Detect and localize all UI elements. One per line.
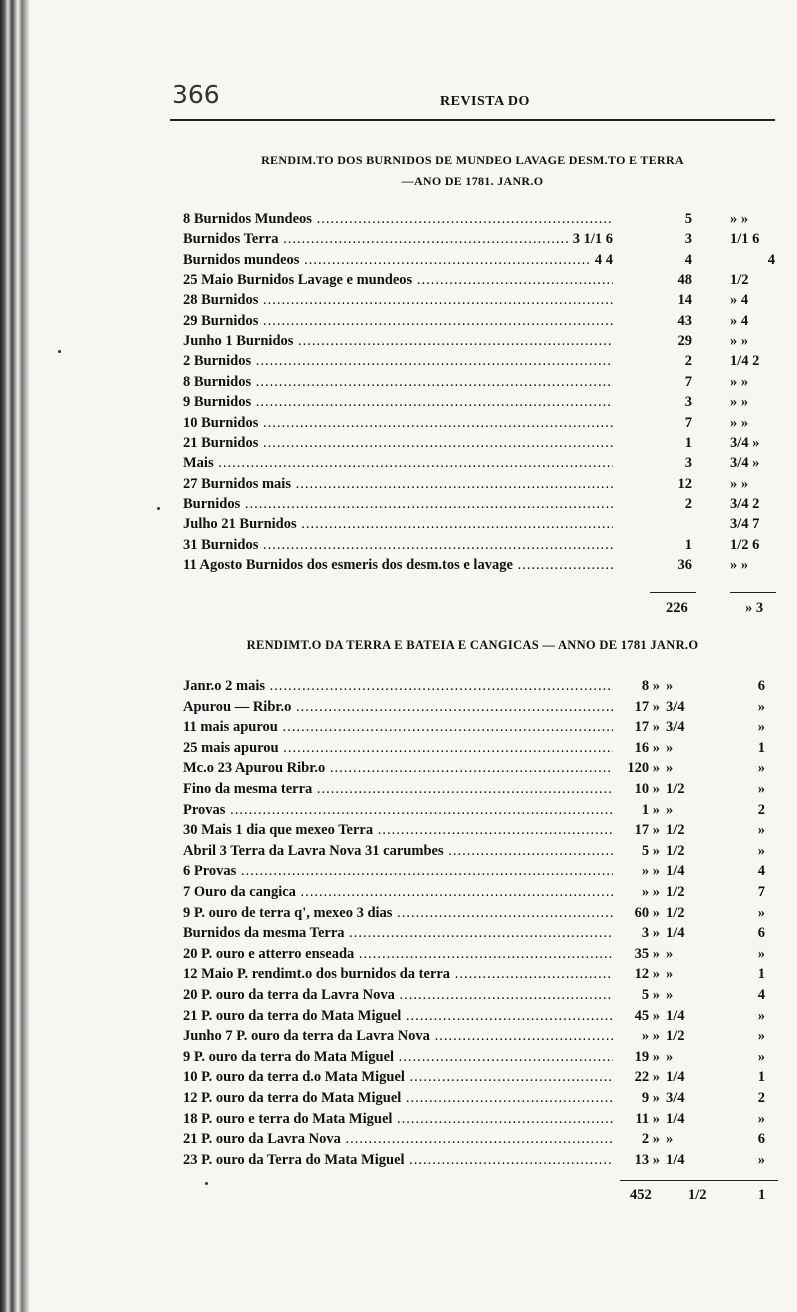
row-value-c2: » <box>666 739 674 756</box>
row-value-c2: » <box>666 966 674 983</box>
row-value-c1: 2 » <box>641 1131 660 1148</box>
row-value-c1: 17 » <box>634 822 660 839</box>
table2-row <box>0 882 797 902</box>
row-value-c2: 1/4 <box>666 1110 685 1127</box>
header-rule <box>170 119 775 121</box>
row-value-c1: 13 » <box>634 1151 660 1168</box>
row-description <box>183 494 613 514</box>
row-value-c2: 1/2 <box>730 272 749 289</box>
row-description <box>183 413 613 433</box>
row-value-c2: » <box>666 801 674 818</box>
table1-row <box>0 229 797 249</box>
row-value-c2: 1/2 <box>666 904 685 921</box>
row-description <box>183 514 613 534</box>
table1-row <box>0 311 797 331</box>
row-value-c1: » » <box>641 1028 660 1045</box>
table1-row <box>0 270 797 290</box>
row-value-c1: 60 » <box>634 904 660 921</box>
row-description <box>183 985 613 1005</box>
row-description <box>183 861 613 881</box>
row-description <box>183 738 613 758</box>
row-value-c1: 1 <box>684 536 692 553</box>
row-description <box>183 882 613 902</box>
row-value-c2: » <box>666 1131 674 1148</box>
row-value-c2: » <box>666 945 674 962</box>
row-description-text: 6 Provas <box>183 863 237 880</box>
table1-row <box>0 413 797 433</box>
row-value-c1: 5 » <box>641 842 660 859</box>
row-value-c1: 48 <box>677 272 692 289</box>
row-description-text: 11 Agosto Burnidos dos esmeris dos desm.tos e lavage <box>183 556 513 573</box>
row-value-c1: 17 » <box>634 719 660 736</box>
row-value-c1: 3 » <box>641 925 660 942</box>
row-value-c3: » <box>757 760 765 777</box>
print-speck <box>58 350 61 353</box>
row-description-text: Mais <box>183 455 214 472</box>
row-description-text: Provas <box>183 801 226 818</box>
row-description <box>183 474 613 494</box>
row-value-c1: 5 » <box>641 987 660 1003</box>
row-value-c2: 3/4 7 <box>730 516 760 533</box>
row-value-c2: 1/4 <box>666 1007 685 1024</box>
table1-sum-rule-2 <box>730 592 776 593</box>
row-value-c1: » » <box>641 884 660 900</box>
table2-row <box>0 944 797 964</box>
row-value-c3: » <box>757 822 765 839</box>
row-value-c1: 3 <box>684 455 692 472</box>
row-value-c2: 1/2 <box>666 1028 685 1045</box>
row-description <box>183 311 613 331</box>
table1-row <box>0 209 797 229</box>
running-head: REVISTA DO <box>440 94 530 109</box>
row-description <box>183 1109 613 1129</box>
row-description <box>183 1088 613 1108</box>
row-description-text: Julho 21 Burnidos <box>183 516 297 533</box>
row-value-c1: 2 <box>684 495 692 512</box>
row-value-c3: 4 <box>767 251 775 268</box>
table2-row <box>0 758 797 778</box>
row-value-c1: 17 » <box>634 698 660 715</box>
row-description <box>183 250 613 270</box>
row-value-c1: 7 <box>684 414 692 431</box>
row-value-c3: » <box>757 719 765 736</box>
row-value-c3: 4 <box>757 863 765 880</box>
row-value-c1: 45 » <box>634 1007 660 1024</box>
row-value-c2: 3/4 <box>666 698 685 715</box>
row-description-text: 9 P. ouro da terra do Mata Miguel <box>183 1048 395 1065</box>
row-value-c2: » <box>666 760 674 777</box>
table2-row <box>0 1026 797 1046</box>
row-value-c2: » » <box>730 414 749 431</box>
page-number: 366 <box>172 80 220 109</box>
row-description-text: 27 Burnidos mais <box>183 475 291 492</box>
row-description <box>183 351 613 371</box>
row-value-c1: 3 <box>684 394 692 411</box>
table1-row <box>0 372 797 392</box>
row-value-c2: » » <box>730 475 749 492</box>
row-inline-value: 4 4 <box>590 250 613 270</box>
row-value-c3: » <box>757 1007 765 1024</box>
row-description-text: 11 mais apurou <box>183 719 278 736</box>
row-description <box>183 1150 613 1170</box>
table2-row <box>0 1067 797 1087</box>
row-value-c2: » » <box>730 211 749 227</box>
row-description-text: 2 Burnidos <box>183 353 252 370</box>
table1-row <box>0 453 797 473</box>
row-value-c2: » » <box>730 394 749 411</box>
row-value-c1: 9 » <box>641 1090 660 1106</box>
row-description-text: 23 P. ouro da Terra do Mata Miguel <box>183 1151 405 1168</box>
row-value-c3: 2 <box>757 801 765 818</box>
table2-row <box>0 841 797 861</box>
row-description-text: Mc.o 23 Apurou Ribr.o <box>183 760 326 777</box>
row-description-text: 18 P. ouro e terra do Mata Miguel <box>183 1110 393 1127</box>
row-value-c2: 1/4 <box>666 1069 685 1086</box>
row-description <box>183 555 613 575</box>
table1-row <box>0 514 797 534</box>
row-description-text: 9 P. ouro de terra q', mexeo 3 dias <box>183 904 393 921</box>
table2-row <box>0 861 797 881</box>
row-description-text: 8 Burnidos <box>183 373 252 390</box>
row-value-c1: 12 » <box>634 966 660 983</box>
row-description-text: Fino da mesma terra <box>183 781 313 797</box>
row-value-c2: 3/4 » <box>730 455 760 472</box>
row-value-c2: » » <box>730 373 749 390</box>
table2-title: RENDIMT.O DA TERRA E BATEIA E CANGICAS — ANNO DE 1781 JANR.O <box>246 638 699 652</box>
table1-row <box>0 290 797 310</box>
table2-row <box>0 985 797 1005</box>
row-description-text: Burnidos da mesma Terra <box>183 925 345 942</box>
row-value-c1: 3 <box>684 231 692 248</box>
row-description-text: Apurou — Ribr.o <box>183 698 292 715</box>
row-description <box>183 800 613 820</box>
row-value-c3: 4 <box>757 987 765 1003</box>
table2-total-2: 1/2 <box>688 1187 707 1203</box>
row-description-text: 10 Burnidos <box>183 414 259 431</box>
row-value-c2: » <box>666 987 674 1003</box>
table2-row <box>0 903 797 923</box>
table1-row <box>0 474 797 494</box>
row-description-text: 20 P. ouro e atterro enseada <box>183 945 355 962</box>
row-value-c1: 43 <box>677 312 692 329</box>
row-value-c1: 36 <box>677 556 692 573</box>
table2-row <box>0 676 797 696</box>
row-value-c2: 1/2 <box>666 884 685 900</box>
row-description-text: 21 Burnidos <box>183 434 259 451</box>
row-value-c2: 1/2 6 <box>730 536 760 553</box>
row-value-c1: 1 <box>684 434 692 451</box>
row-description-text: Abril 3 Terra da Lavra Nova 31 carumbes <box>183 842 444 859</box>
row-description-text: Burnidos mundeos <box>183 251 300 268</box>
table1-sum-rule-1 <box>650 592 696 593</box>
row-description-text: 7 Ouro da cangica <box>183 884 296 900</box>
row-description <box>183 1026 613 1046</box>
row-value-c3: » <box>757 781 765 797</box>
row-description <box>183 1047 613 1067</box>
table1-total-1: 226 <box>666 600 688 616</box>
row-value-c1: 16 » <box>634 739 660 756</box>
table2-row <box>0 800 797 820</box>
row-description <box>183 903 613 923</box>
row-description <box>183 841 613 861</box>
row-description-text: 29 Burnidos <box>183 312 259 329</box>
row-value-c2: 3/4 » <box>730 434 760 451</box>
row-value-c3: » <box>757 1151 765 1168</box>
row-description <box>183 392 613 412</box>
print-speck <box>157 507 160 510</box>
row-value-c1: 29 <box>677 333 692 350</box>
row-description <box>183 290 613 310</box>
row-description-text: Burnidos Terra <box>183 231 279 248</box>
row-value-c3: 7 <box>757 884 765 900</box>
table1-row <box>0 433 797 453</box>
row-value-c2: » <box>666 678 674 694</box>
row-value-c3: 1 <box>757 739 765 756</box>
table2-row <box>0 923 797 943</box>
table2-total-3: 1 <box>758 1187 766 1203</box>
row-description <box>183 372 613 392</box>
row-description <box>183 535 613 555</box>
row-description-text: 25 mais apurou <box>183 739 279 756</box>
row-value-c1: 4 <box>684 251 692 268</box>
print-speck <box>205 1182 208 1185</box>
row-value-c1: 2 <box>684 353 692 370</box>
row-description <box>183 1067 613 1087</box>
row-inline-value: 3 1/1 6 <box>568 229 613 249</box>
row-value-c3: 6 <box>757 925 765 942</box>
row-description <box>183 229 613 249</box>
table2-row <box>0 820 797 840</box>
row-value-c1: 8 » <box>641 678 660 694</box>
table1-row <box>0 351 797 371</box>
row-value-c2: » 4 <box>730 312 749 329</box>
row-description-text: 20 P. ouro da terra da Lavra Nova <box>183 987 395 1003</box>
row-value-c3: » <box>757 1048 765 1065</box>
row-value-c2: 3/4 2 <box>730 495 760 512</box>
row-value-c1: 5 <box>684 211 692 227</box>
row-value-c1: 10 » <box>634 781 660 797</box>
row-description <box>183 433 613 453</box>
row-value-c2: » <box>666 1048 674 1065</box>
row-value-c3: 6 <box>757 1131 765 1148</box>
row-description-text: 12 Maio P. rendimt.o dos burnidos da terra <box>183 966 451 983</box>
row-description-text: Junho 7 P. ouro da terra da Lavra Nova <box>183 1028 430 1045</box>
row-value-c2: 1/2 <box>666 781 685 797</box>
row-description <box>183 676 613 696</box>
table1-title-line2: —ANO DE 1781. JANR.O <box>401 174 544 188</box>
row-value-c2: » 4 <box>730 292 749 309</box>
row-description-text: 25 Maio Burnidos Lavage e mundeos <box>183 272 413 289</box>
row-value-c1: 22 » <box>634 1069 660 1086</box>
row-value-c3: 1 <box>757 966 765 983</box>
table2-row <box>0 964 797 984</box>
row-description-text: Burnidos <box>183 495 241 512</box>
row-value-c1: 14 <box>677 292 692 309</box>
row-description <box>183 1006 613 1026</box>
row-value-c2: 1/1 6 <box>730 231 760 248</box>
row-value-c1: 11 » <box>635 1110 660 1127</box>
row-description <box>183 717 613 737</box>
row-description-text: Janr.o 2 mais <box>183 678 266 694</box>
row-value-c3: » <box>757 904 765 921</box>
row-value-c1: 1 » <box>641 801 660 818</box>
row-description-text: Junho 1 Burnidos <box>183 333 294 350</box>
row-value-c3: » <box>757 698 765 715</box>
row-value-c2: 1/4 <box>666 925 685 942</box>
table2-row <box>0 1047 797 1067</box>
table2-sum-rule <box>620 1180 778 1181</box>
row-description-text: 31 Burnidos <box>183 536 259 553</box>
table1-row <box>0 555 797 575</box>
row-description <box>183 758 613 778</box>
row-value-c1: » » <box>641 863 660 880</box>
table2-row <box>0 779 797 799</box>
row-value-c2: 1/4 <box>666 1151 685 1168</box>
table2-row <box>0 1006 797 1026</box>
row-value-c3: 2 <box>757 1090 765 1106</box>
row-value-c1: 19 » <box>634 1048 660 1065</box>
table2-row <box>0 1150 797 1170</box>
row-description <box>183 820 613 840</box>
row-description <box>183 453 613 473</box>
table1-row <box>0 331 797 351</box>
row-description <box>183 923 613 943</box>
row-description <box>183 209 613 229</box>
row-value-c2: 3/4 <box>666 1090 685 1106</box>
row-description-text: 28 Burnidos <box>183 292 259 309</box>
table1-row <box>0 494 797 514</box>
row-description <box>183 270 613 290</box>
row-value-c1: 12 <box>677 475 692 492</box>
row-value-c3: » <box>757 842 765 859</box>
row-description <box>183 1129 613 1149</box>
table2-row <box>0 717 797 737</box>
table2-row <box>0 738 797 758</box>
table1-total-2: » 3 <box>745 600 764 616</box>
table2-total-1: 452 <box>630 1187 652 1203</box>
row-value-c3: » <box>757 1110 765 1127</box>
row-description-text: 9 Burnidos <box>183 394 252 411</box>
row-value-c3: 1 <box>757 1069 765 1086</box>
table1-row <box>0 535 797 555</box>
table1-row <box>0 392 797 412</box>
table2-row <box>0 1109 797 1129</box>
row-value-c1: 120 » <box>627 760 660 777</box>
row-value-c2: 1/4 <box>666 863 685 880</box>
row-description-text: 30 Mais 1 dia que mexeo Terra <box>183 822 374 839</box>
row-description <box>183 331 613 351</box>
row-description-text: 12 P. ouro da terra do Mata Miguel <box>183 1090 402 1106</box>
row-description <box>183 779 613 799</box>
row-value-c3: 6 <box>757 678 765 694</box>
table2-row <box>0 1088 797 1108</box>
row-value-c1: 7 <box>684 373 692 390</box>
table2-row <box>0 697 797 717</box>
table1-title-line1: RENDIM.TO DOS BURNIDOS DE MUNDEO LAVAGE DESM.TO E TERRA <box>261 153 684 167</box>
row-value-c2: 1/4 2 <box>730 353 760 370</box>
row-value-c2: 1/2 <box>666 842 685 859</box>
row-value-c2: 1/2 <box>666 822 685 839</box>
row-value-c2: » » <box>730 556 749 573</box>
row-value-c3: » <box>757 945 765 962</box>
row-value-c2: » » <box>730 333 749 350</box>
row-value-c3: » <box>757 1028 765 1045</box>
row-value-c1: 35 » <box>634 945 660 962</box>
row-description <box>183 964 613 984</box>
row-description-text: 10 P. ouro da terra d.o Mata Miguel <box>183 1069 405 1086</box>
row-value-c2: 3/4 <box>666 719 685 736</box>
table1-row <box>0 250 797 270</box>
row-description-text: 21 P. ouro da terra do Mata Miguel <box>183 1007 402 1024</box>
row-description-text: 8 Burnidos Mundeos <box>183 211 312 227</box>
row-description-text: 21 P. ouro da Lavra Nova <box>183 1131 341 1148</box>
table2-row <box>0 1129 797 1149</box>
row-description <box>183 944 613 964</box>
row-description <box>183 697 613 717</box>
